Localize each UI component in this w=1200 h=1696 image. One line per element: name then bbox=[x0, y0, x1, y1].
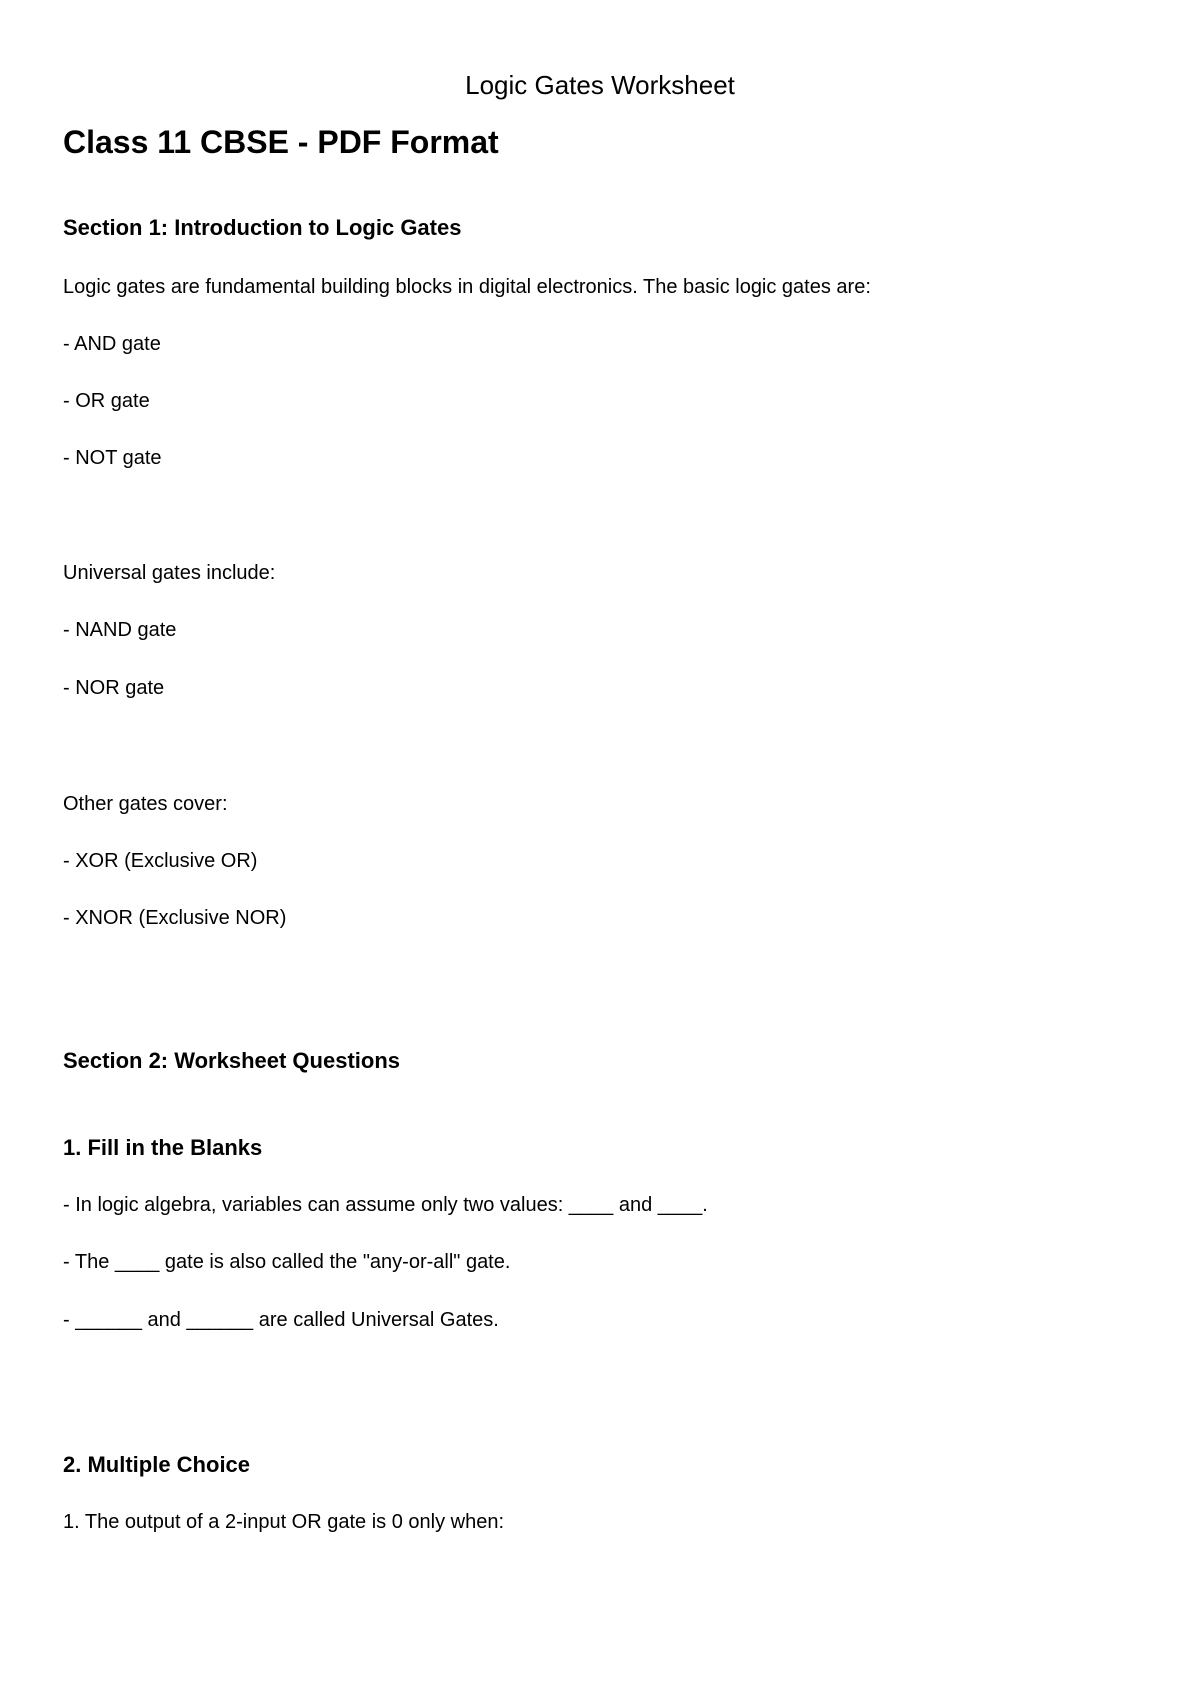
multiple-choice-question: 1. The output of a 2-input OR gate is 0 only when: bbox=[63, 1511, 505, 1533]
fill-blanks-heading: 1. Fill in the Blanks bbox=[63, 1135, 263, 1160]
basic-gate-item: - NOT gate bbox=[63, 447, 162, 469]
fill-blank-question: - The ____ gate is also called the "any-or-all" gate. bbox=[63, 1251, 511, 1273]
document-title: Logic Gates Worksheet bbox=[465, 70, 735, 100]
section-2-heading: Section 2: Worksheet Questions bbox=[63, 1048, 401, 1073]
universal-gate-item: - NAND gate bbox=[63, 619, 177, 641]
multiple-choice-heading: 2. Multiple Choice bbox=[63, 1452, 251, 1477]
basic-gate-item: - OR gate bbox=[63, 390, 150, 412]
fill-blank-question: - ______ and ______ are called Universal Gates. bbox=[63, 1309, 499, 1331]
universal-gate-item: - NOR gate bbox=[63, 677, 165, 699]
other-gates-intro: Other gates cover: bbox=[63, 793, 228, 815]
fill-blank-question: - In logic algebra, variables can assume only two values: ____ and ____. bbox=[63, 1194, 708, 1216]
other-gate-item: - XNOR (Exclusive NOR) bbox=[63, 907, 287, 929]
document-subtitle: Class 11 CBSE - PDF Format bbox=[63, 124, 499, 160]
basic-gate-item: - AND gate bbox=[63, 333, 161, 355]
section-1-heading: Section 1: Introduction to Logic Gates bbox=[63, 215, 462, 240]
section-1-intro: Logic gates are fundamental building blocks in digital electronics. The basic logic gates are: bbox=[63, 276, 871, 298]
other-gate-item: - XOR (Exclusive OR) bbox=[63, 850, 258, 872]
universal-gates-intro: Universal gates include: bbox=[63, 562, 276, 584]
